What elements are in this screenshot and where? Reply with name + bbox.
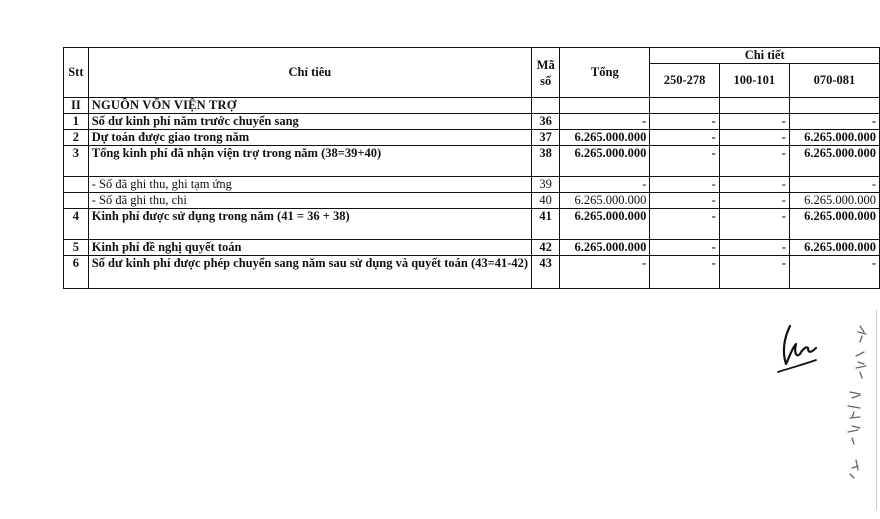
row-stt: 5: [64, 240, 89, 256]
row-tong: 6.265.000.000: [560, 130, 650, 146]
section-empty-a: [650, 98, 719, 114]
section-title: NGUỒN VỐN VIỆN TRỢ: [88, 98, 531, 114]
row-tong: -: [560, 114, 650, 130]
row-070-081: -: [789, 114, 879, 130]
row-code: 41: [532, 209, 560, 240]
row-070-081: 6.265.000.000: [789, 240, 879, 256]
row-070-081: 6.265.000.000: [789, 193, 879, 209]
row-070-081: 6.265.000.000: [789, 146, 879, 177]
section-empty-code: [532, 98, 560, 114]
row-250-278: -: [650, 240, 719, 256]
row-label: Số dư kinh phí được phép chuyển sang năm sau sử dụng và quyết toán (43=41-42): [88, 256, 531, 289]
section-stt: II: [64, 98, 89, 114]
row-100-101: -: [719, 146, 789, 177]
row-tong: 6.265.000.000: [560, 240, 650, 256]
row-stt: [64, 193, 89, 209]
row-code: 39: [532, 177, 560, 193]
row-250-278: -: [650, 193, 719, 209]
row-tong: -: [560, 177, 650, 193]
table-row: [64, 240, 880, 256]
section-empty-b: [719, 98, 789, 114]
row-100-101: -: [719, 177, 789, 193]
row-code: 38: [532, 146, 560, 177]
row-stt: 6: [64, 256, 89, 289]
row-100-101: -: [719, 240, 789, 256]
row-070-081: -: [789, 177, 879, 193]
row-stt: 3: [64, 146, 89, 177]
stamp-icon: [836, 322, 876, 482]
row-tong: 6.265.000.000: [560, 209, 650, 240]
row-code: 40: [532, 193, 560, 209]
row-code: 37: [532, 130, 560, 146]
header-chi-tiet: Chi tiết: [650, 48, 880, 64]
header-col-250-278: 250-278: [650, 64, 719, 98]
header-col-100-101: 100-101: [719, 64, 789, 98]
row-code: 43: [532, 256, 560, 289]
table-row: [64, 193, 880, 209]
row-250-278: -: [650, 256, 719, 289]
table-row: [64, 177, 880, 193]
funding-table: [63, 47, 880, 289]
row-100-101: -: [719, 114, 789, 130]
header-ma-so: [532, 48, 560, 98]
row-stt: 2: [64, 130, 89, 146]
row-stt: 1: [64, 114, 89, 130]
row-250-278: -: [650, 146, 719, 177]
row-070-081: -: [789, 256, 879, 289]
row-label: - Số đã ghi thu, ghi tạm ứng: [88, 177, 531, 193]
row-code: 36: [532, 114, 560, 130]
row-070-081: 6.265.000.000: [789, 130, 879, 146]
row-100-101: -: [719, 209, 789, 240]
row-tong: 6.265.000.000: [560, 146, 650, 177]
row-stt: 4: [64, 209, 89, 240]
table-row: [64, 256, 880, 289]
row-tong: 6.265.000.000: [560, 193, 650, 209]
row-code: 42: [532, 240, 560, 256]
page-edge-line: [876, 310, 877, 510]
row-100-101: -: [719, 256, 789, 289]
row-070-081: 6.265.000.000: [789, 209, 879, 240]
row-label: Kinh phí được sử dụng trong năm (41 = 36 + 38): [88, 209, 531, 240]
row-100-101: -: [719, 193, 789, 209]
section-row: [64, 98, 880, 114]
header-col-070-081: 070-081: [789, 64, 879, 98]
section-empty-c: [789, 98, 879, 114]
row-100-101: -: [719, 130, 789, 146]
row-tong: -: [560, 256, 650, 289]
row-250-278: -: [650, 209, 719, 240]
table-row: [64, 114, 880, 130]
header-tong: Tổng: [560, 48, 650, 98]
row-label: Tổng kinh phí đã nhận viện trợ trong năm (38=39+40): [88, 146, 531, 177]
header-stt: Stt: [64, 48, 89, 98]
row-label: Dự toán được giao trong năm: [88, 130, 531, 146]
header-ma-so-text: Mã số: [536, 57, 555, 88]
table-row: [64, 209, 880, 240]
row-250-278: -: [650, 114, 719, 130]
row-250-278: -: [650, 177, 719, 193]
row-label: - Số đã ghi thu, chi: [88, 193, 531, 209]
signature-icon: [772, 318, 828, 378]
row-stt: [64, 177, 89, 193]
row-label: Số dư kinh phí năm trước chuyển sang: [88, 114, 531, 130]
table-row: [64, 130, 880, 146]
section-empty-tong: [560, 98, 650, 114]
table-row: [64, 146, 880, 177]
header-chi-tieu: Chỉ tiêu: [88, 48, 531, 98]
header-row-1: [64, 48, 880, 64]
row-label: Kinh phí đề nghị quyết toán: [88, 240, 531, 256]
row-250-278: -: [650, 130, 719, 146]
